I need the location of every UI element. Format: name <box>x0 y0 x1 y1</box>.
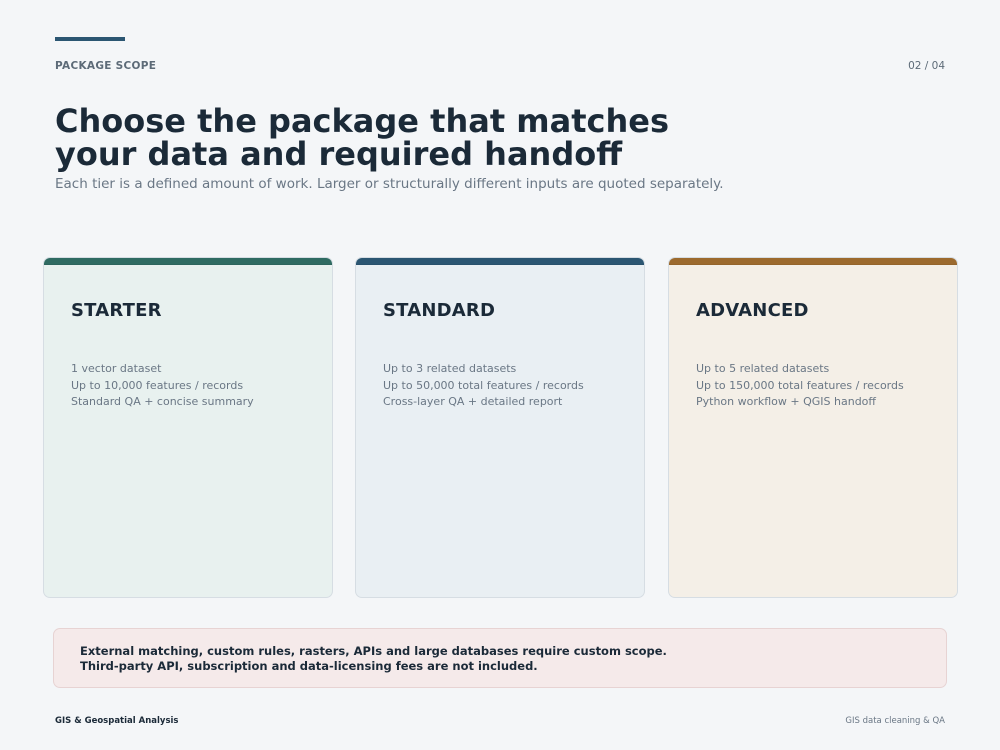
package-name: STARTER <box>71 300 162 321</box>
title-line-1: Choose the package that matches <box>55 102 669 140</box>
package-card-standard <box>355 257 645 598</box>
feature-item: Up to 10,000 features / records <box>71 378 244 392</box>
card-color-bar <box>669 258 957 265</box>
feature-item: Up to 150,000 total features / records <box>696 378 904 392</box>
footer-right: GIS data cleaning & QA <box>845 716 945 726</box>
package-features <box>696 361 904 411</box>
package-card-advanced <box>668 257 958 598</box>
package-features <box>71 361 254 411</box>
feature-item: Cross-layer QA + detailed report <box>383 395 563 409</box>
page-title <box>55 102 755 173</box>
notice-line-1: External matching, custom rules, rasters, APIs and large databases require custom scope. <box>80 644 667 658</box>
feature-item: 1 vector dataset <box>71 362 162 375</box>
feature-item: Standard QA + concise summary <box>71 395 254 409</box>
package-name: ADVANCED <box>696 300 809 321</box>
feature-item: Up to 3 related datasets <box>383 362 517 375</box>
feature-item: Up to 50,000 total features / records <box>383 378 584 392</box>
card-color-bar <box>356 258 644 265</box>
package-features <box>383 361 584 411</box>
package-name: STANDARD <box>383 300 496 321</box>
feature-item: Up to 5 related datasets <box>696 362 830 375</box>
card-color-bar <box>44 258 332 265</box>
notice-line-2: Third-party API, subscription and data-licensing fees are not included. <box>80 658 538 673</box>
feature-item: Python workflow + QGIS handoff <box>696 395 876 409</box>
title-line-2: your data and required handoff <box>55 135 623 173</box>
page-number: 02 / 04 <box>908 60 945 72</box>
section-label: PACKAGE SCOPE <box>55 60 157 72</box>
header-accent-bar <box>55 37 125 41</box>
scope-notice <box>53 628 947 688</box>
page-subtitle: Each tier is a defined amount of work. Larger or structurally different inputs are quoted separately. <box>55 176 724 192</box>
package-card-starter <box>43 257 333 598</box>
footer-left: GIS & Geospatial Analysis <box>55 716 179 726</box>
